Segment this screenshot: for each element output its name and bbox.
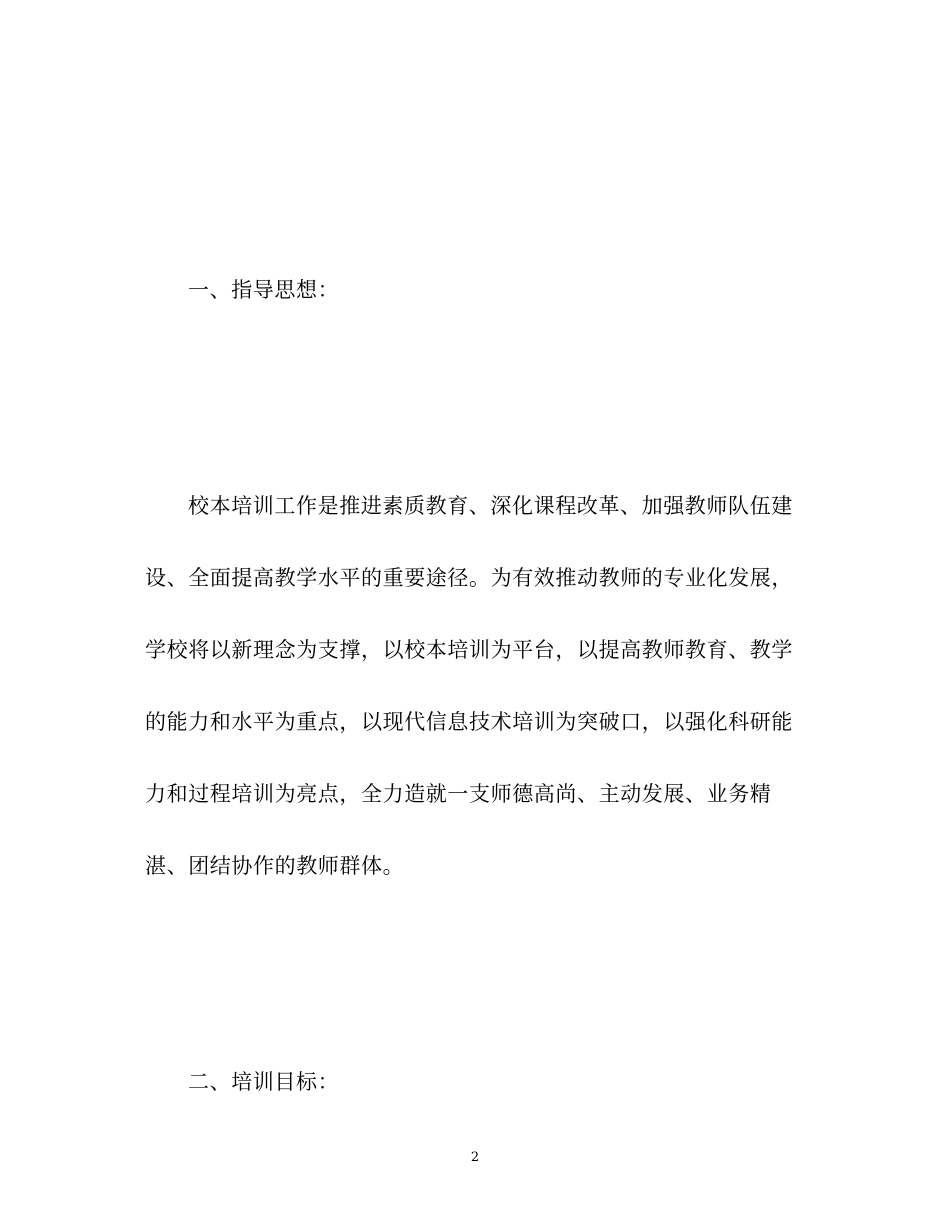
paragraph-line: 湛、团结协作的教师群体。 <box>145 854 405 878</box>
page-number: 2 <box>470 1150 480 1165</box>
section-heading-training-goals: 二、培训目标： <box>188 1070 340 1094</box>
paragraph-line: 力和过程培训为亮点，全力造就一支师德高尚、主动发展、业务精 <box>145 782 772 806</box>
paragraph-line: 学校将以新理念为支撑，以校本培训为平台，以提高教师教育、教学 <box>145 638 793 662</box>
section-heading-guiding-ideology: 一、指导思想： <box>188 278 340 302</box>
paragraph-line: 校本培训工作是推进素质教育、深化课程改革、加强教师队伍建 <box>188 494 793 518</box>
paragraph-line: 的能力和水平为重点，以现代信息技术培训为突破口，以强化科研能 <box>145 710 793 734</box>
paragraph-line: 设、全面提高教学水平的重要途径。为有效推动教师的专业化发展， <box>145 566 793 590</box>
